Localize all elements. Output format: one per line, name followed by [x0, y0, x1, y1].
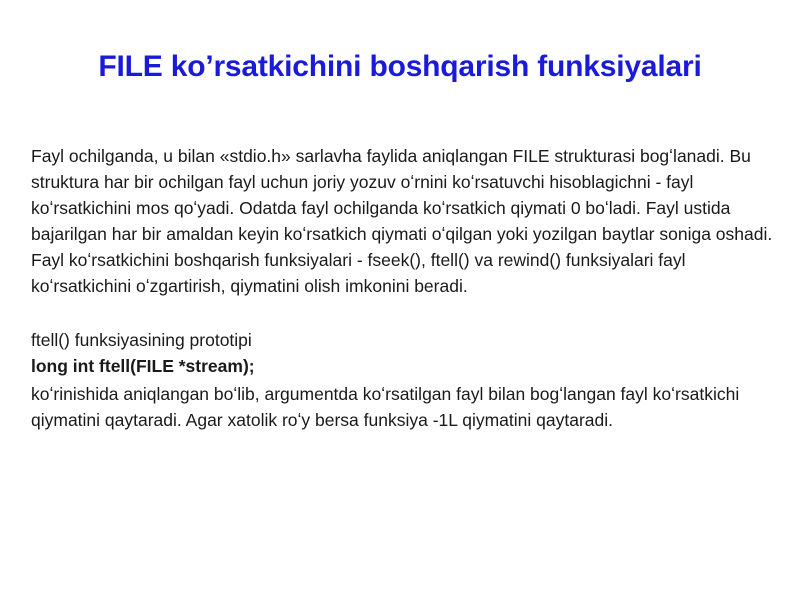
spacer: [31, 299, 776, 327]
prototype-intro-text: ftell() funksiyasining prototipi: [31, 330, 252, 350]
slide-title: FILE ko’rsatkichini boshqarish funksiyalari: [98, 50, 702, 83]
paragraph-intro: Fayl ochilganda, u bilan «stdio.h» sarlavha faylida aniqlangan FILE strukturasi bogʻlanadi. Bu struktura har bir ochilgan fayl uchun joriy yozuv oʻrnini koʻrsatuvchi hisoblagichni - fayl koʻrsatkichini mos qoʻyadi. Odatda fayl ochilganda koʻrsatkich qiymati 0 boʻladi. Fayl ustida bajarilgan har bir amaldan keyin koʻrsatkich qiymati oʻqilgan yoki yozilgan baytlar soniga oshadi. Fayl koʻrsatkichini boshqarish funksiyalari - fseek(), ftell() va rewind() funksiyalari fayl koʻrsatkichini oʻzgartirish, qiymatini olish imkonini beradi.: [31, 146, 773, 296]
paragraph-description: koʻrinishida aniqlangan boʻlib, argumentda koʻrsatilgan fayl bilan bogʻlangan fayl koʻrsatkichi qiymatini qaytaradi. Agar xatolik roʻy bersa funksiya -1L qiymatini qaytaradi.: [31, 384, 740, 430]
prototype-code: long int ftell(FILE *stream);: [31, 356, 255, 376]
slide-body: [31, 143, 776, 433]
